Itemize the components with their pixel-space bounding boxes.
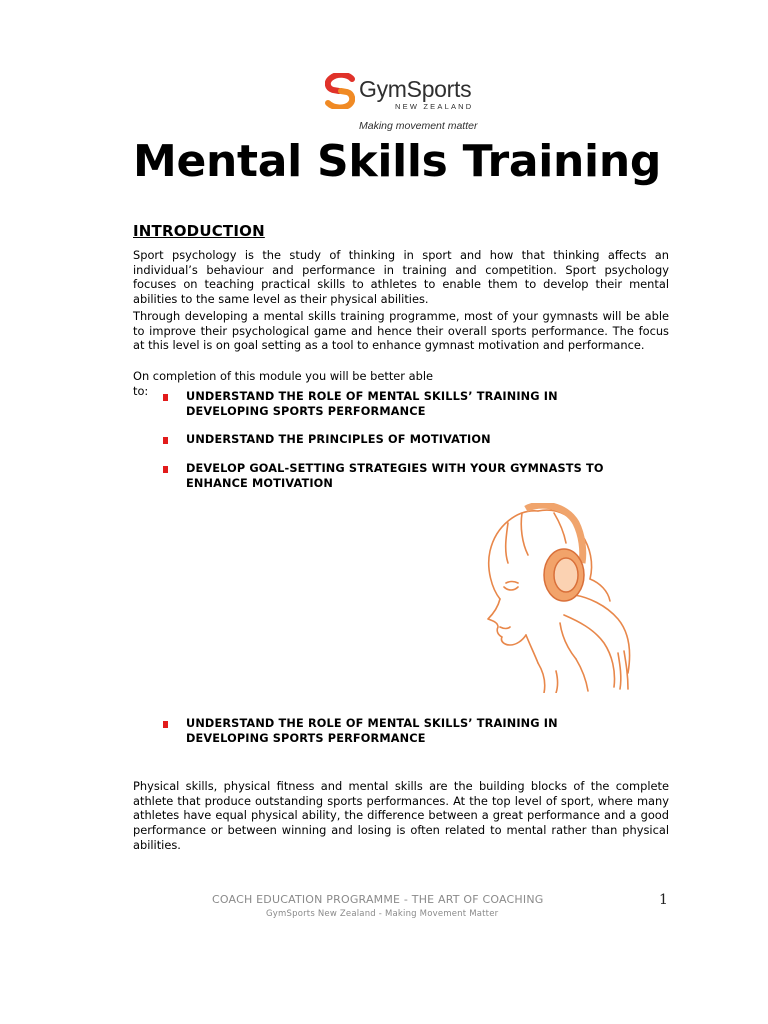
- subsection-heading: UNDERSTAND THE ROLE OF MENTAL SKILLS’ TRAINING IN DEVELOPING SPORTS PERFORMANCE: [186, 717, 558, 745]
- red-square-bullet-icon: [163, 466, 168, 473]
- gymsports-logo: [325, 70, 485, 135]
- girl-with-headphones-illustration: [478, 503, 638, 693]
- logo-wordmark: GymSports: [359, 76, 472, 102]
- footer-organisation: GymSports New Zealand - Making Movement Matter: [266, 909, 499, 919]
- intro-paragraph-2: Through developing a mental skills training programme, most of your gymnasts will be able to improve their psychological game and hence their overall sports performance. The focus at this level is on goal setting as a tool to enhance gymnast motivation and performance.: [133, 309, 669, 353]
- page-number: 1: [659, 892, 668, 908]
- intro-paragraph-3: On completion of this module you will be better able to:: [133, 369, 433, 398]
- page-title: Mental Skills Training: [133, 136, 662, 187]
- body-paragraph: Physical skills, physical fitness and mental skills are the building blocks of the complete athlete that produce outstanding sports performances. At the top level of sport, where many athletes have equal physical ability, the difference between a great performance and a good performance or between winning and losing is often related to mental rather than physical abilities.: [133, 779, 669, 852]
- objective-text: UNDERSTAND THE ROLE OF MENTAL SKILLS’ TRAINING IN DEVELOPING SPORTS PERFORMANCE: [186, 390, 558, 418]
- gymsports-s-mark-icon: [325, 73, 355, 109]
- red-square-bullet-icon: [163, 721, 168, 728]
- objective-text: DEVELOP GOAL-SETTING STRATEGIES WITH YOUR GYMNASTS TO ENHANCE MOTIVATION: [186, 462, 604, 490]
- objective-text: UNDERSTAND THE PRINCIPLES OF MOTIVATION: [186, 433, 491, 446]
- logo-tagline: Making movement matter: [359, 120, 478, 132]
- red-square-bullet-icon: [163, 394, 168, 401]
- intro-paragraph-1: Sport psychology is the study of thinking in sport and how that thinking affects an individual’s behaviour and performance in training and competition. Sport psychology focuses on teaching practical skills to athletes to enable them to develop their mental abilities to the same level as their physical abilities.: [133, 248, 669, 307]
- logo-subtitle: NEW ZEALAND: [395, 102, 474, 111]
- section-heading: INTRODUCTION: [133, 222, 265, 240]
- footer-programme: COACH EDUCATION PROGRAMME - THE ART OF COACHING: [212, 893, 544, 906]
- red-square-bullet-icon: [163, 437, 168, 444]
